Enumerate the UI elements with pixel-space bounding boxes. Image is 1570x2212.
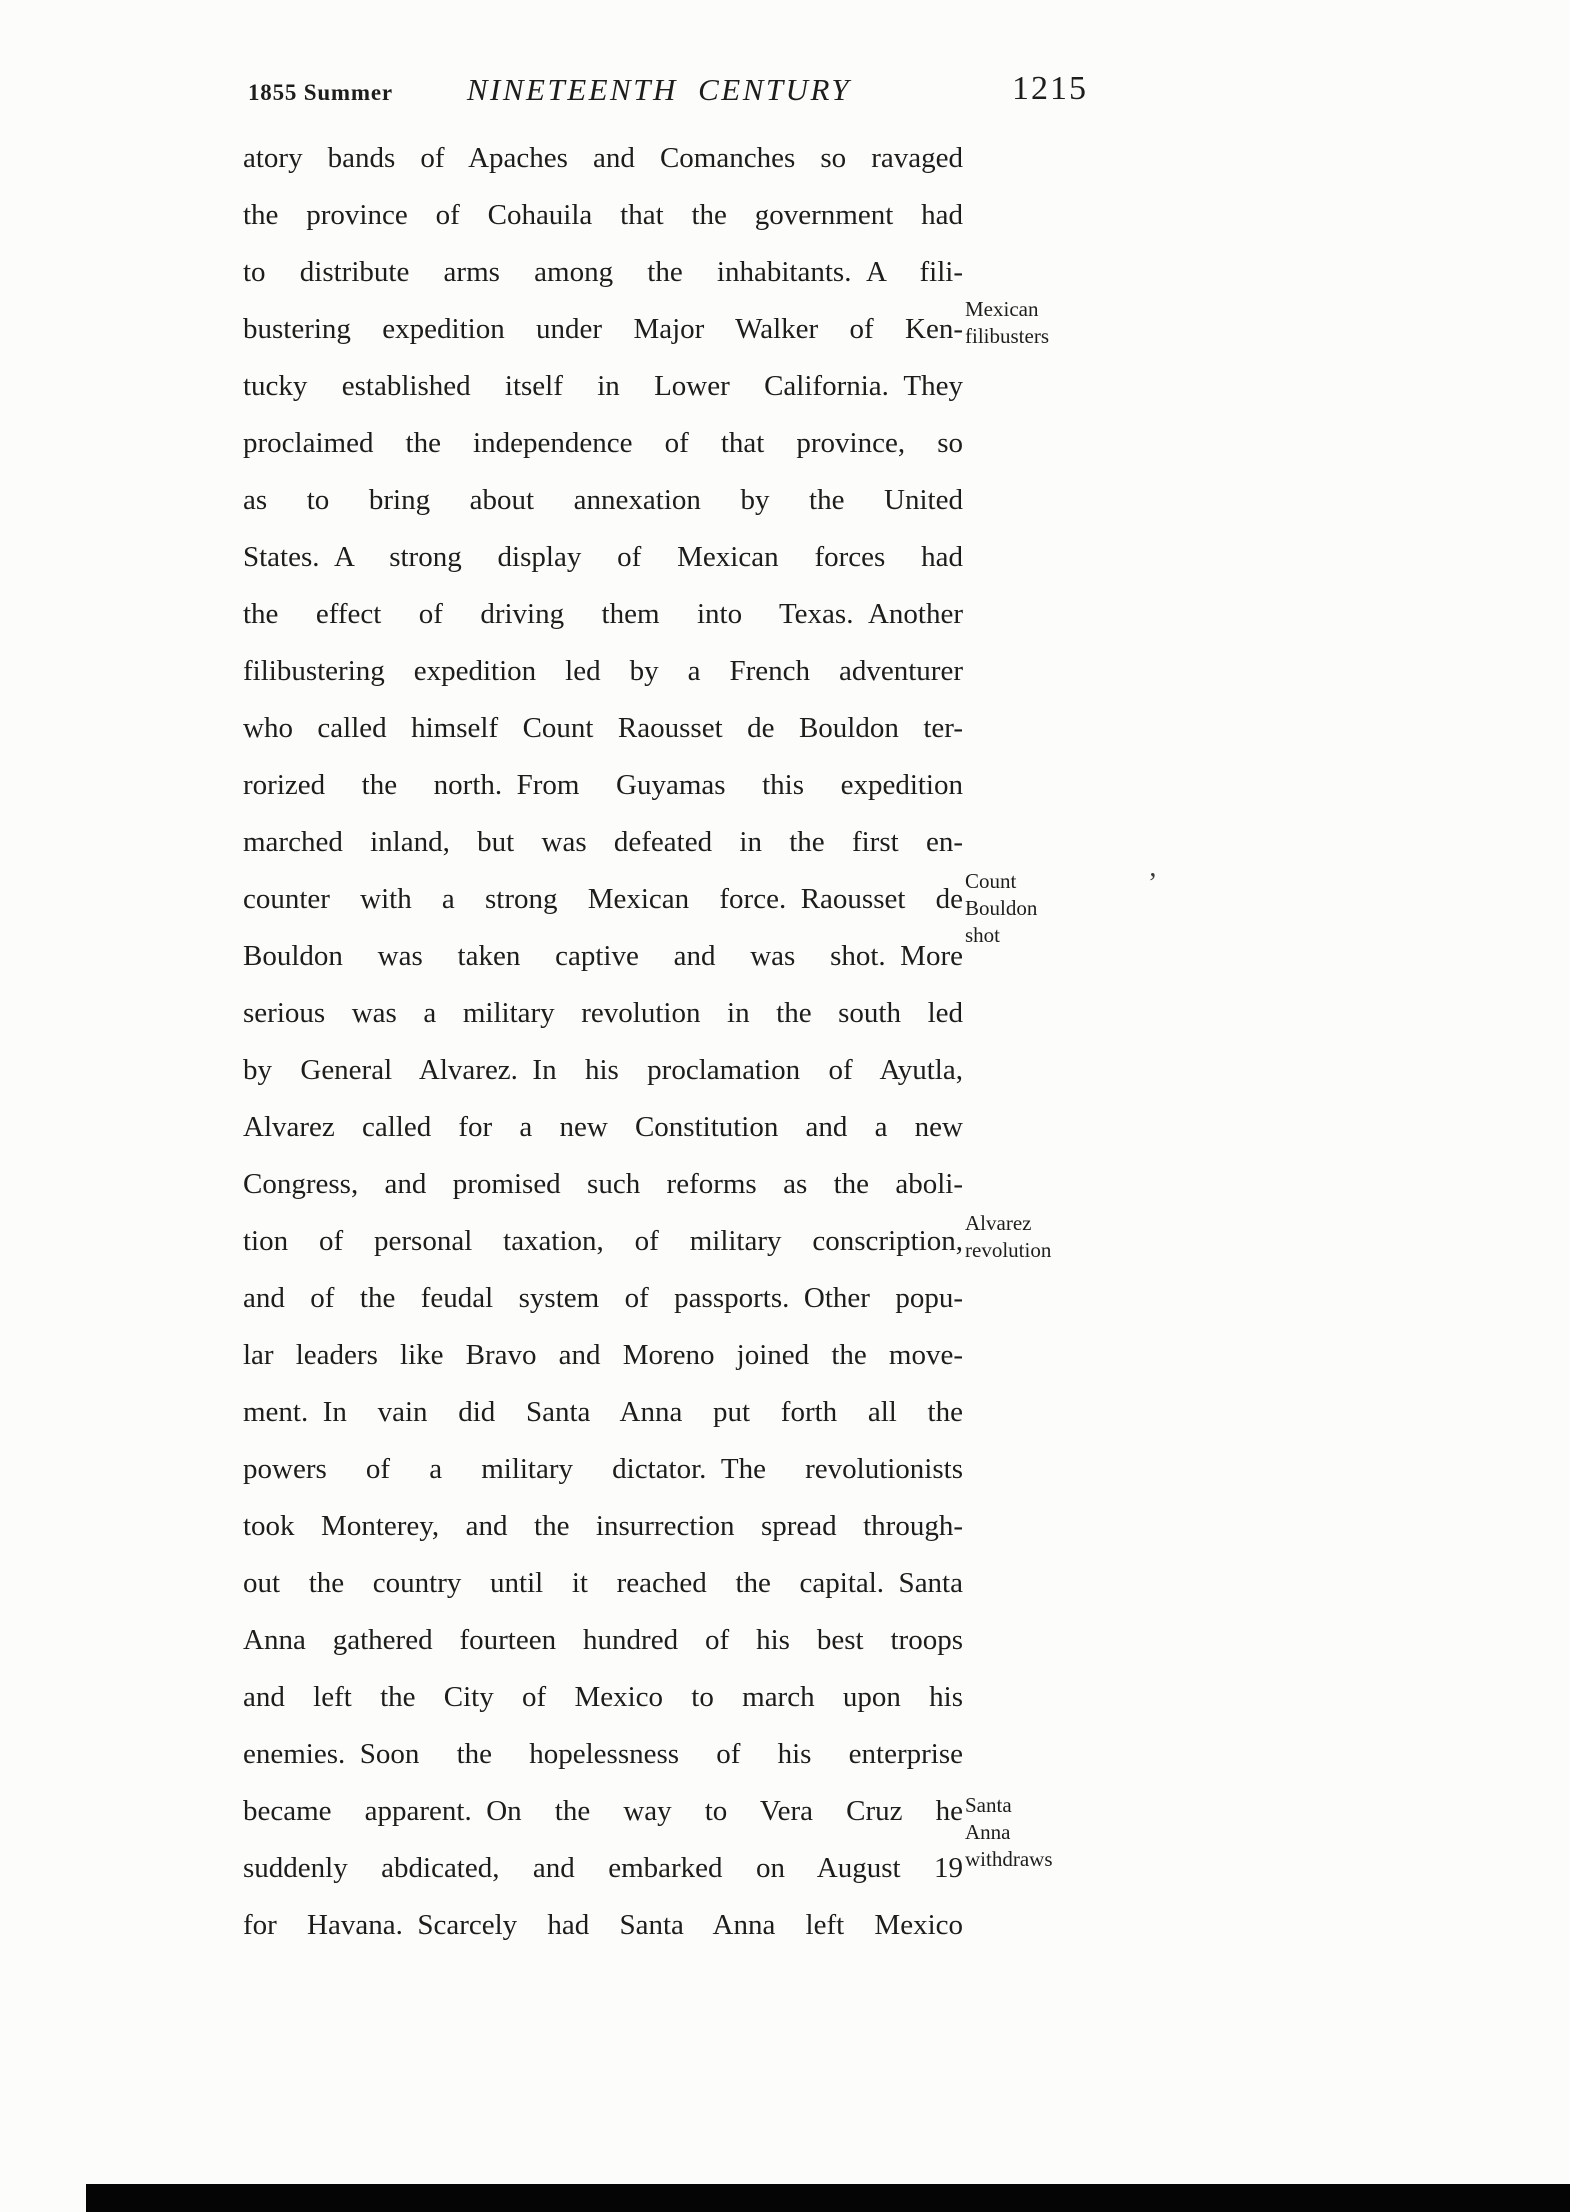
body-line: lar leaders like Bravo and Moreno joined the move-	[243, 1339, 963, 1371]
body-line: the province of Cohauila that the government had	[243, 199, 963, 231]
scan-stray-mark: ’	[1148, 868, 1158, 899]
body-line: filibustering expedition led by a French adventurer	[243, 655, 963, 687]
margin-note-line: Bouldon	[965, 896, 1038, 920]
header-page-number: 1215	[1012, 70, 1088, 107]
body-line: Congress, and promised such reforms as the aboli-	[243, 1168, 963, 1200]
body-line: serious was a military revolution in the south led	[243, 997, 963, 1029]
body-line: rorized the north. From Guyamas this expedition	[243, 769, 963, 801]
body-line: became apparent. On the way to Vera Cruz he	[243, 1795, 963, 1827]
body-line: bustering expedition under Major Walker of Ken-	[243, 313, 963, 345]
body-line: powers of a military dictator. The revolutionists	[243, 1453, 963, 1485]
body-line: by General Alvarez. In his proclamation of Ayutla,	[243, 1054, 963, 1086]
body-line: counter with a strong Mexican force. Raousset de	[243, 883, 963, 915]
body-line: tucky established itself in Lower California. They	[243, 370, 963, 402]
margin-note-line: filibusters	[965, 324, 1049, 348]
body-line: enemies. Soon the hopelessness of his enterprise	[243, 1738, 963, 1770]
margin-note-santa-anna-withdraws	[965, 1792, 1105, 1873]
body-line: States. A strong display of Mexican forces had	[243, 541, 963, 573]
body-line: and of the feudal system of passports. Other popu-	[243, 1282, 963, 1314]
margin-note-line: withdraws	[965, 1847, 1053, 1871]
margin-note-line: revolution	[965, 1238, 1052, 1262]
body-line: tion of personal taxation, of military conscription,	[243, 1225, 963, 1257]
margin-note-mexican-filibusters	[965, 296, 1105, 350]
margin-note-line: Santa	[965, 1793, 1012, 1817]
body-line: who called himself Count Raousset de Bouldon ter-	[243, 712, 963, 744]
body-line: marched inland, but was defeated in the first en-	[243, 826, 963, 858]
body-line: Bouldon was taken captive and was shot. More	[243, 940, 963, 972]
body-line: took Monterey, and the insurrection spread through-	[243, 1510, 963, 1542]
body-line: as to bring about annexation by the United	[243, 484, 963, 516]
body-line: out the country until it reached the capital. Santa	[243, 1567, 963, 1599]
body-line: the effect of driving them into Texas. Another	[243, 598, 963, 630]
body-text	[243, 130, 963, 1954]
margin-note-line: Count	[965, 869, 1017, 893]
margin-note-line: Mexican	[965, 297, 1039, 321]
body-line: proclaimed the independence of that province, so	[243, 427, 963, 459]
scan-edge-bar	[86, 2184, 1570, 2212]
header-title: NINETEENTH CENTURY	[466, 72, 852, 107]
margin-note-alvarez-revolution	[965, 1210, 1105, 1264]
body-line: suddenly abdicated, and embarked on August 19	[243, 1852, 963, 1884]
margin-note-line: shot	[965, 923, 1001, 947]
margin-note-count-bouldon-shot	[965, 868, 1105, 949]
body-line: Alvarez called for a new Constitution and a new	[243, 1111, 963, 1143]
body-line: atory bands of Apaches and Comanches so ravaged	[243, 142, 963, 174]
margin-note-line: Anna	[965, 1820, 1011, 1844]
body-line: Anna gathered fourteen hundred of his best troops	[243, 1624, 963, 1656]
body-line: and left the City of Mexico to march upon his	[243, 1681, 963, 1713]
body-line: to distribute arms among the inhabitants. A fili-	[243, 256, 963, 288]
body-line: ment. In vain did Santa Anna put forth all the	[243, 1396, 963, 1428]
margin-note-line: Alvarez	[965, 1211, 1032, 1235]
header-date: 1855 Summer	[248, 80, 393, 105]
body-line: for Havana. Scarcely had Santa Anna left Mexico	[243, 1909, 963, 1941]
